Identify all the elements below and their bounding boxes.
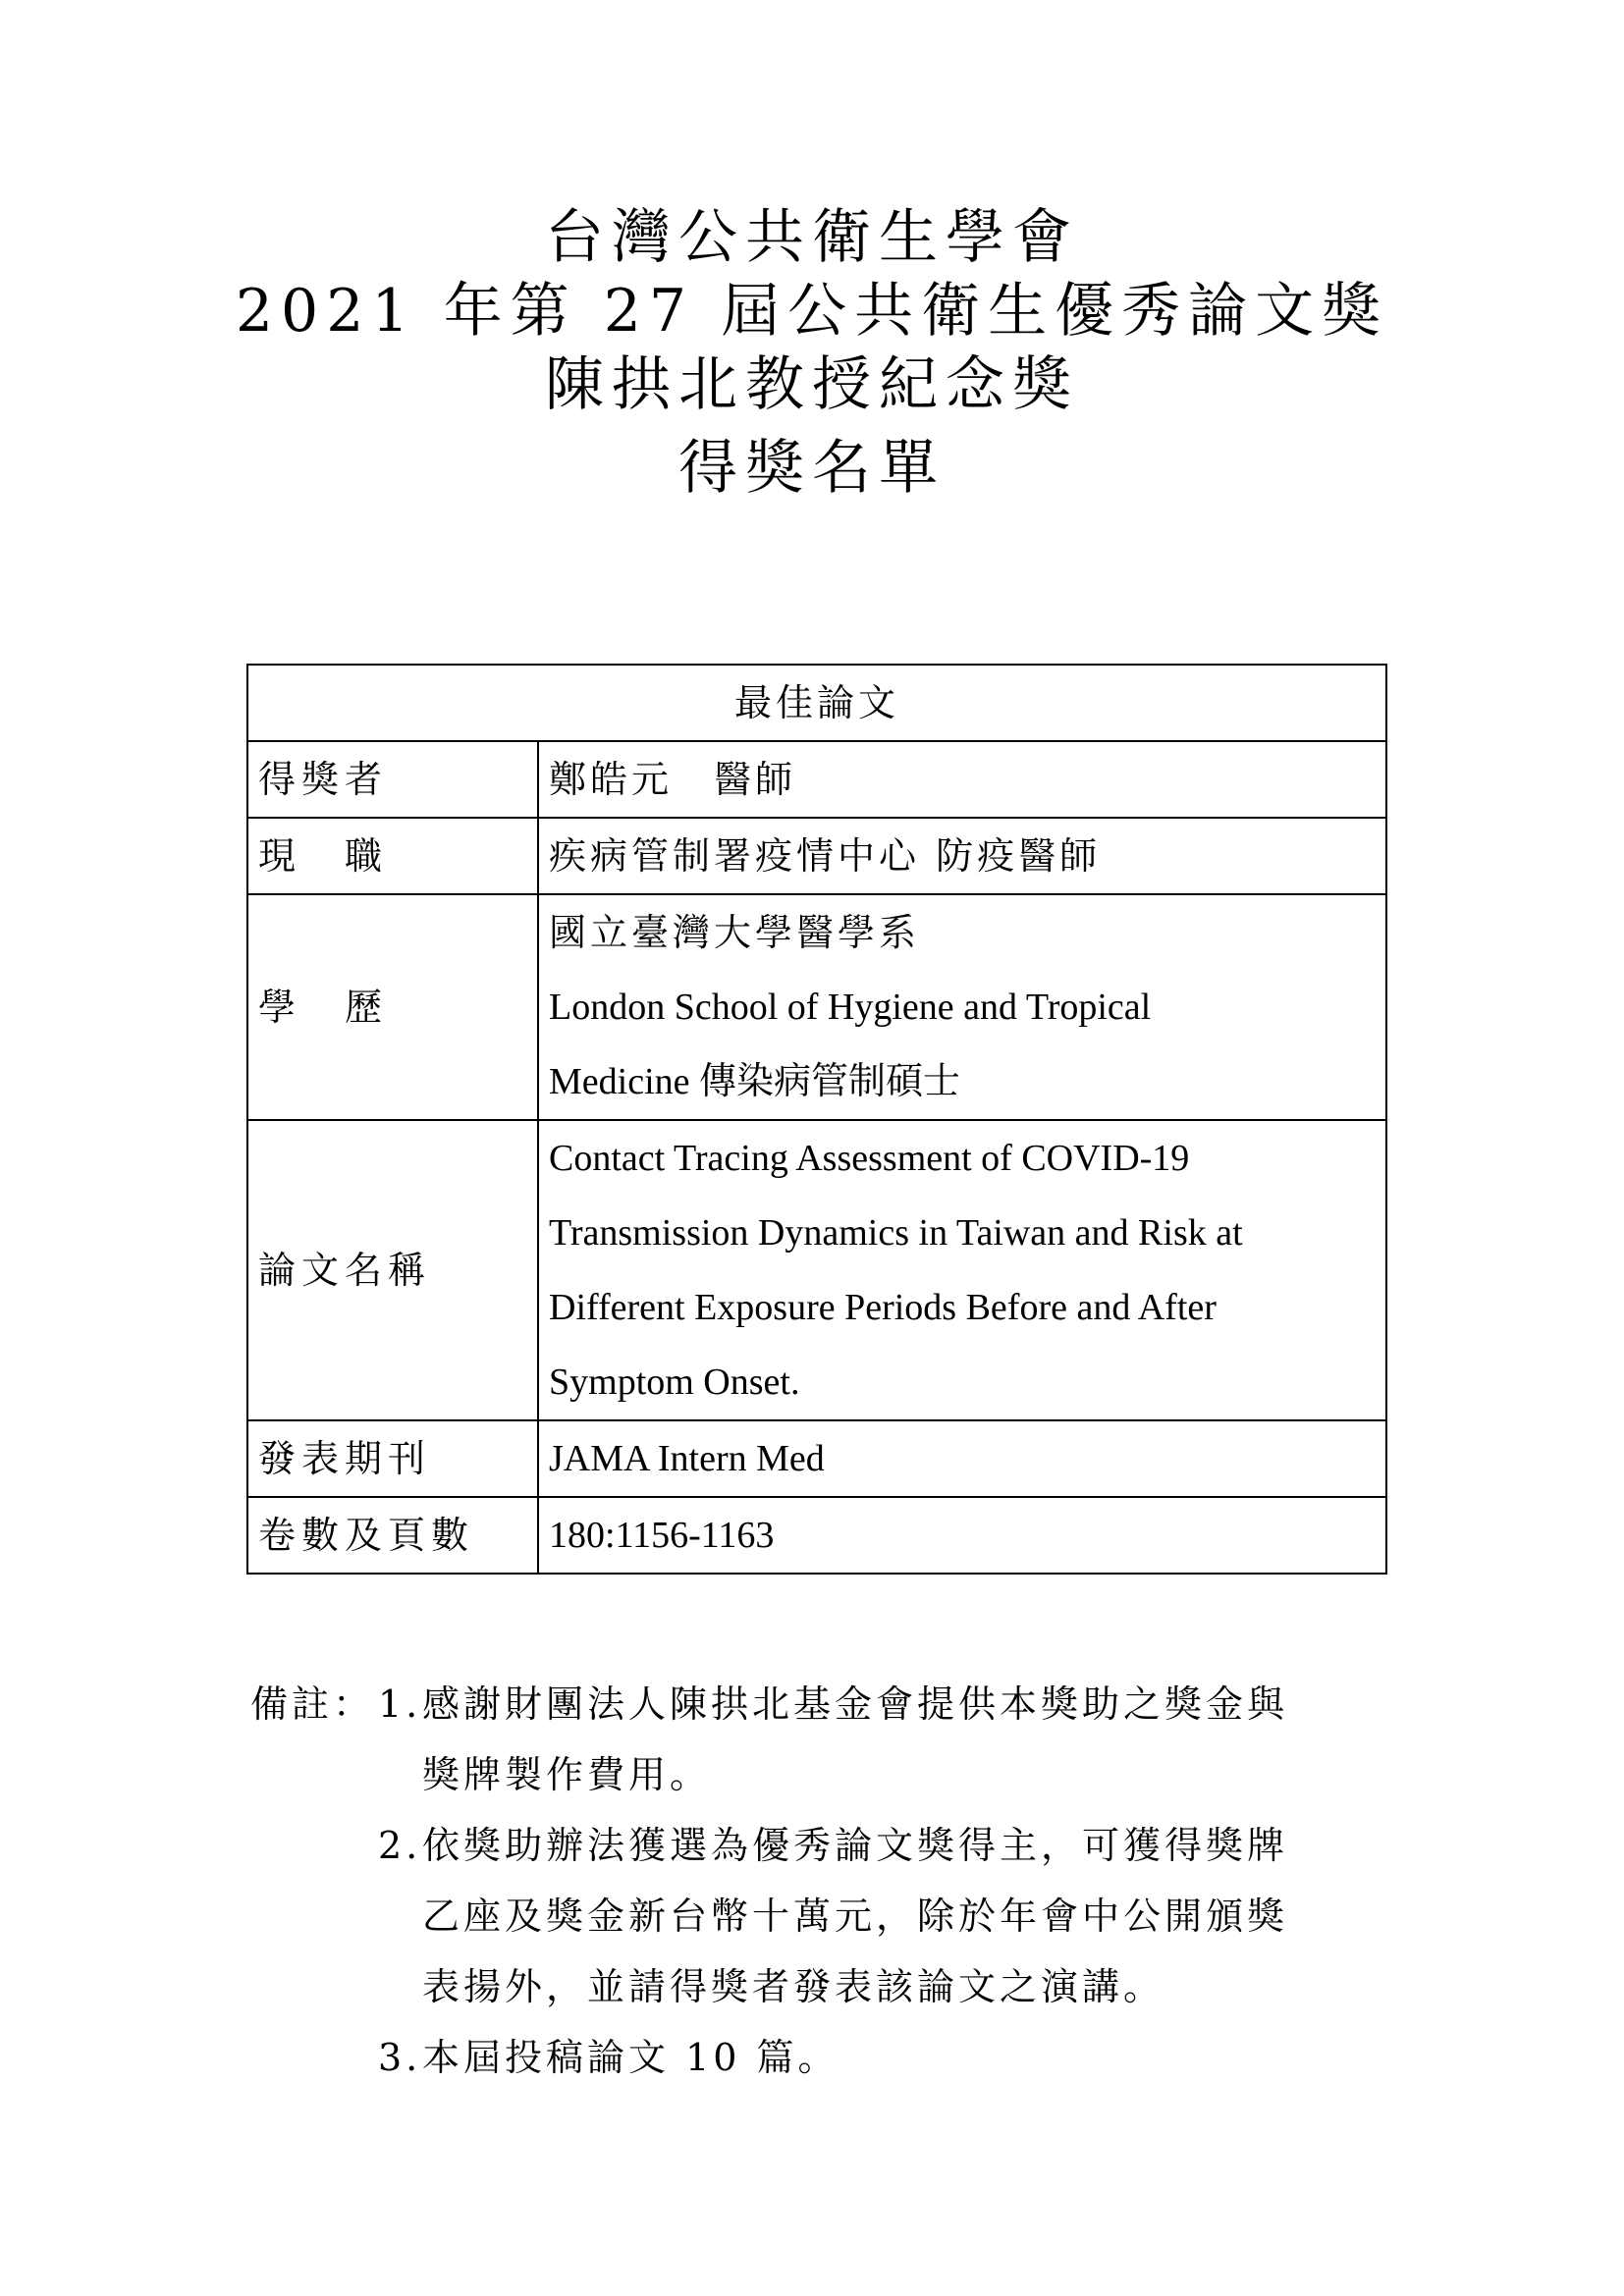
- education-line-1: 國立臺灣大學醫學系: [549, 911, 921, 954]
- note-2-number: 2.: [378, 1824, 422, 1867]
- award-name-title: 陳拱北教授紀念獎: [545, 350, 1079, 419]
- note-2-line-3: [250, 1951, 1389, 2022]
- row-label-paper-title: 論文名稱: [247, 1120, 538, 1420]
- paper-title-line-3: Different Exposure Periods Before and After: [549, 1287, 1217, 1328]
- table-row: [247, 741, 1386, 818]
- row-label-volume-pages: 卷數及頁數: [247, 1497, 538, 1574]
- winner-name: 鄭皓元 醫師: [549, 758, 797, 801]
- journal-name: JAMA Intern Med: [549, 1438, 825, 1479]
- table-row: [247, 1420, 1386, 1497]
- note-1-text-line-2: 獎牌製作費用。: [422, 1753, 712, 1796]
- note-3-text-line-1: 本屆投稿論文 10 篇。: [422, 2036, 839, 2079]
- notes-section: [250, 1669, 1389, 2093]
- paper-title-line-1: Contact Tracing Assessment of COVID-19: [549, 1138, 1190, 1179]
- note-2-text-line-3: 表揚外，並請得獎者發表該論文之演講。: [422, 1965, 1165, 2008]
- row-value-education: [538, 894, 1386, 1120]
- volume-pages: 180:1156-1163: [549, 1515, 775, 1556]
- table-header-row: [247, 665, 1386, 741]
- note-1-text-line-1: 感謝財團法人陳拱北基金會提供本獎助之獎金與: [422, 1682, 1289, 1726]
- education-line-2: London School of Hygiene and Tropical: [549, 987, 1152, 1028]
- note-2-text-line-1: 依獎助辦法獲選為優秀論文獎得主，可獲得獎牌: [422, 1824, 1289, 1867]
- education-line-3: Medicine 傳染病管制碩士: [549, 1061, 961, 1102]
- row-label-winner: 得獎者: [247, 741, 538, 818]
- current-position: 疾病管制署疫情中心 防疫醫師: [549, 834, 1102, 878]
- table-row: [247, 894, 1386, 1120]
- paper-title-line-4: Symptom Onset.: [549, 1362, 800, 1403]
- note-1-line-1: [250, 1669, 1389, 1739]
- table-row: [247, 818, 1386, 894]
- award-table: [246, 664, 1387, 1575]
- note-3-line-1: [250, 2022, 1389, 2093]
- note-3-number: 3.: [378, 2036, 422, 2079]
- table-header: 最佳論文: [247, 665, 1386, 741]
- winner-list-title: 得獎名單: [678, 434, 946, 503]
- organization-title: 台灣公共衛生學會: [545, 203, 1079, 272]
- row-value-paper-title: [538, 1120, 1386, 1420]
- row-value-position: [538, 818, 1386, 894]
- award-edition-title: 2021 年第 27 屆公共衛生優秀論文獎: [235, 277, 1389, 346]
- paper-title-line-2: Transmission Dynamics in Taiwan and Risk at: [549, 1212, 1243, 1254]
- row-value-volume-pages: [538, 1497, 1386, 1574]
- note-1-line-2: [250, 1739, 1389, 1810]
- note-2-line-2: [250, 1881, 1389, 1951]
- row-value-journal: [538, 1420, 1386, 1497]
- notes-prefix: 備註：: [250, 1682, 375, 1726]
- note-2-text-line-2: 乙座及獎金新台幣十萬元，除於年會中公開頒獎: [422, 1895, 1289, 1938]
- note-1-number: 1.: [378, 1682, 422, 1726]
- row-label-education: 學 歷: [247, 894, 538, 1120]
- table-row: [247, 1120, 1386, 1420]
- note-2-line-1: [250, 1810, 1389, 1881]
- table-row: [247, 1497, 1386, 1574]
- document-title-block: [0, 201, 1624, 506]
- row-value-winner: [538, 741, 1386, 818]
- row-label-position: 現 職: [247, 818, 538, 894]
- row-label-journal: 發表期刊: [247, 1420, 538, 1497]
